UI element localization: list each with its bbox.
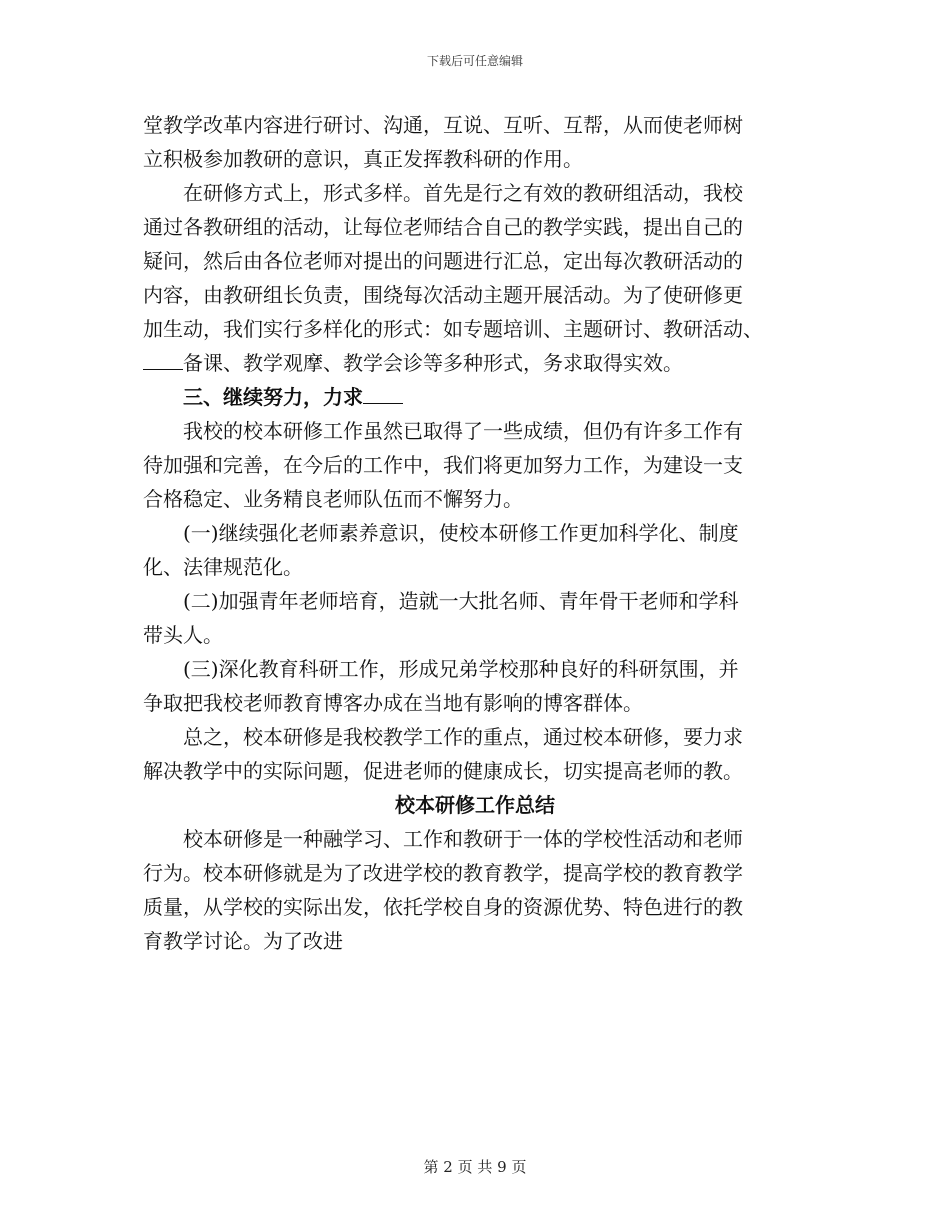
text-line: (一)继续强化老师素养意识，使校本研修工作更加科学化、制度 [183, 521, 739, 545]
text-line: 带头人。 [143, 623, 223, 647]
text-line: 在研修方式上，形式多样。首先是行之有效的教研组活动，我校 [183, 181, 743, 205]
text-line [143, 346, 807, 380]
text-line: 合格稳定、业务精良老师队伍而不懈努力。 [143, 487, 523, 511]
paragraph-4 [143, 516, 807, 584]
text-line: 待加强和完善，在今后的工作中，我们将更加努力工作，为建设一支 [143, 453, 743, 477]
text-line: 育教学讨论。为了改进 [143, 929, 343, 953]
paragraph-7 [143, 720, 807, 788]
text-line: 校本研修是一种融学习、工作和教研于一体的学校性活动和老师 [183, 827, 743, 851]
text-line: 总之，校本研修是我校教学工作的重点，通过校本研修，要力求 [183, 725, 743, 749]
paragraph-8 [143, 822, 807, 958]
text-fragment: 备课、教学观摩、教学会诊等多种形式，务求取得实效。 [183, 351, 683, 375]
text-line: 堂教学改革内容进行研讨、沟通，互说、互听、互帮，从而使老师树 [143, 113, 743, 137]
text-line: 解决教学中的实际问题，促进老师的健康成长，切实提高老师的教。 [143, 759, 743, 783]
blank-underline [363, 385, 403, 404]
section-heading [143, 380, 807, 414]
text-line: 我校的校本研修工作虽然已取得了一些成绩，但仍有许多工作有 [183, 419, 743, 443]
text-line: 争取把我校老师教育博客办成在当地有影响的博客群体。 [143, 691, 643, 715]
paragraph-3 [143, 414, 807, 516]
document-body [143, 108, 807, 958]
text-line: 疑问，然后由各位老师对提出的问题进行汇总，定出每次教研活动的 [143, 249, 743, 273]
page-header: 下载后可任意编辑 [426, 54, 523, 68]
document-title: 校本研修工作总结 [395, 793, 555, 817]
text-line: 加生动，我们实行多样化的形式：如专题培训、主题研讨、教研活动、 [143, 317, 763, 341]
text-line: 质量，从学校的实际出发，依托学校自身的资源优势、特色进行的教 [143, 895, 743, 919]
paragraph-5 [143, 584, 807, 652]
text-line: (三)深化教育科研工作，形成兄弟学校那种良好的科研氛围，并 [183, 657, 739, 681]
paragraph-6 [143, 652, 807, 720]
blank-underline [143, 351, 183, 370]
text-line: 内容，由教研组长负责，围绕每次活动主题开展活动。为了使研修更 [143, 283, 743, 307]
text-line: (二)加强青年老师培育，造就一大批名师、青年骨干老师和学科 [183, 589, 739, 613]
paragraph-1 [143, 108, 807, 176]
text-line: 化、法律规范化。 [143, 555, 303, 579]
page-footer: 第 2 页 共 9 页 [423, 1158, 527, 1176]
text-line: 立积极参加教研的意识，真正发挥教科研的作用。 [143, 147, 583, 171]
heading-text: 三、继续努力，力求 [183, 385, 363, 409]
paragraph-2 [143, 176, 807, 380]
text-line: 通过各教研组的活动，让每位老师结合自己的教学实践，提出自己的 [143, 215, 743, 239]
text-line: 行为。校本研修就是为了改进学校的教育教学，提高学校的教育教学 [143, 861, 743, 885]
